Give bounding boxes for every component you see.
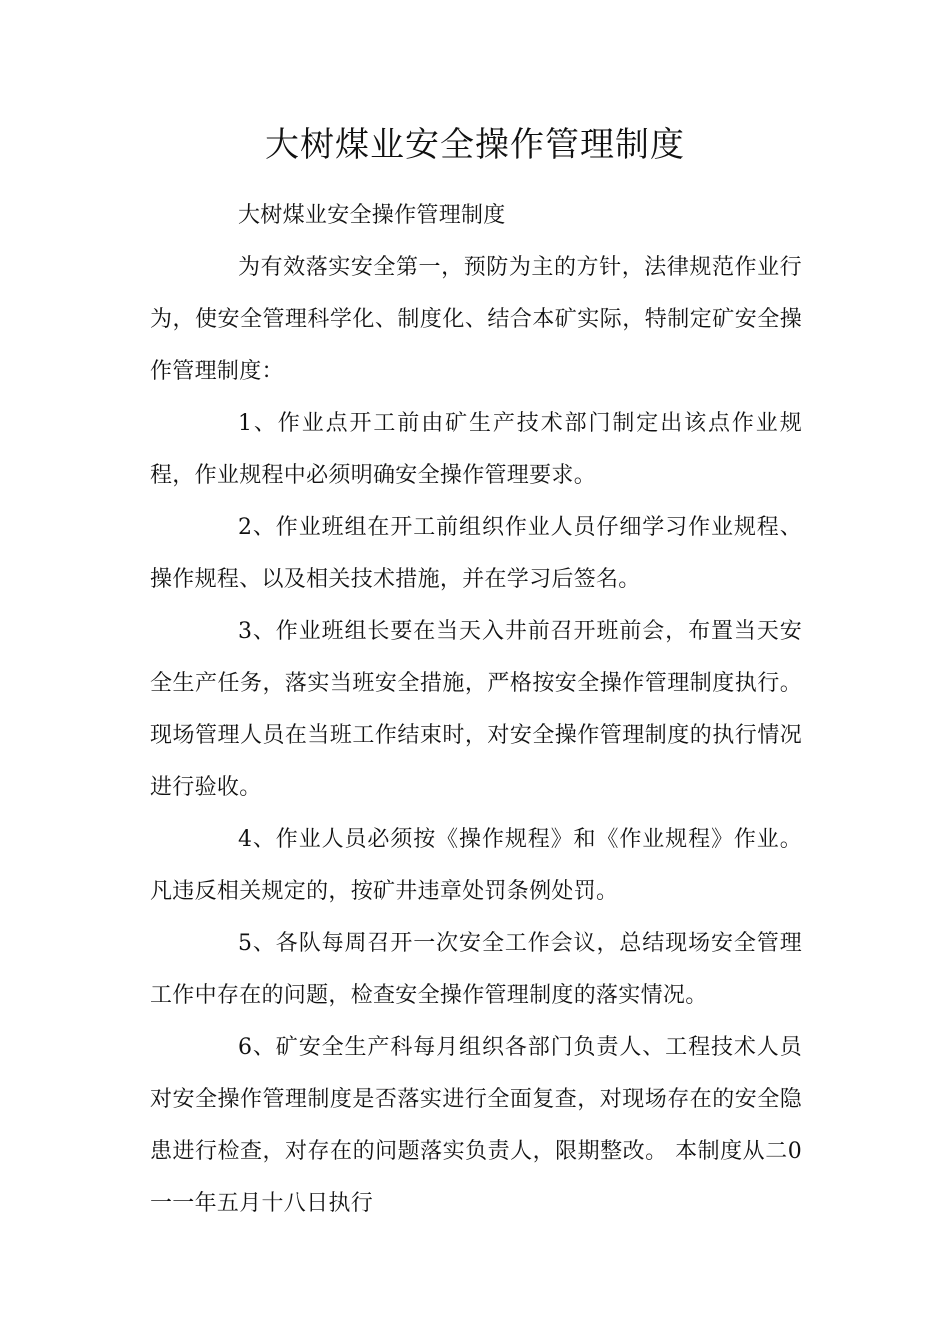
rule-2-paragraph: 2、作业班组在开工前组织作业人员仔细学习作业规程、操作规程、以及相关技术措施，并在学习后签名。 [150,515,802,592]
subtitle-paragraph: 大树煤业安全操作管理制度 [238,203,506,228]
rule-4-paragraph: 4、作业人员必须按《操作规程》和《作业规程》作业。凡违反相关规定的，按矿井违章处罚条例处罚。 [150,827,802,904]
rule-3-paragraph: 3、作业班组长要在当天入井前召开班前会，布置当天安全生产任务，落实当班安全措施，严格按安全操作管理制度执行。现场管理人员在当班工作结束时，对安全操作管理制度的执行情况进行验收。 [150,619,802,800]
rule-6-paragraph: 6、矿安全生产科每月组织各部门负责人、工程技术人员对安全操作管理制度是否落实进行全面复查，对现场存在的安全隐患进行检查，对存在的问题落实负责人，限期整改。 本制度从二0一一年五月十八日执行 [150,1035,802,1216]
rule-5-paragraph: 5、各队每周召开一次安全工作会议，总结现场安全管理工作中存在的问题，检查安全操作管理制度的落实情况。 [150,931,802,1008]
rule-1-paragraph: 1、作业点开工前由矿生产技术部门制定出该点作业规程，作业规程中必须明确安全操作管理要求。 [150,411,802,488]
intro-paragraph: 为有效落实安全第一，预防为主的方针，法律规范作业行为，使安全管理科学化、制度化、结合本矿实际，特制定矿安全操作管理制度： [150,255,802,384]
document-body [150,190,802,1230]
document-title: 大树煤业安全操作管理制度 [265,125,685,165]
